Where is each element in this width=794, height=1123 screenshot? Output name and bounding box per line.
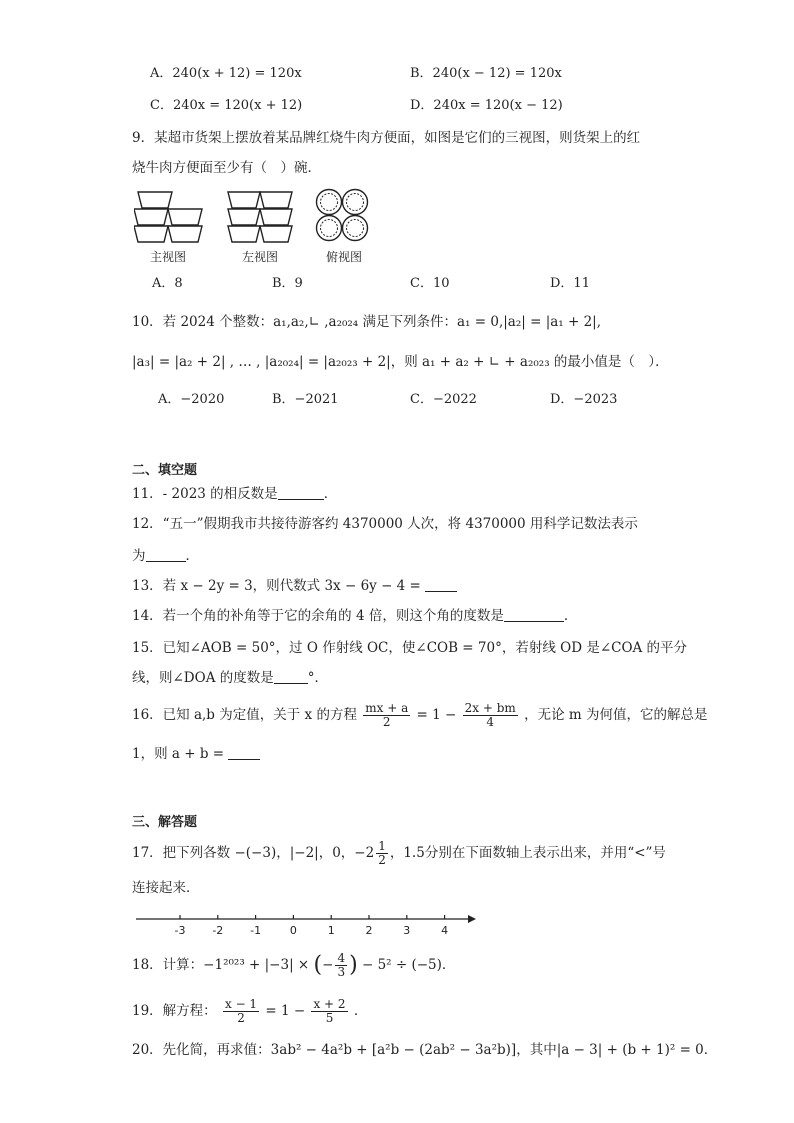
top-view-label: 俯视图 (326, 250, 363, 264)
q8-option-c[interactable]: C．240x = 120(x + 12) (150, 98, 303, 113)
q8-option-d[interactable]: D．240x = 120(x − 12) (410, 98, 563, 113)
q18-left-paren: ( (313, 952, 323, 978)
number-line-tick-label: -3 (174, 924, 186, 937)
q9-option-b[interactable]: B．9 (272, 276, 303, 291)
q20: 20．先化简，再求值：3ab² − 4a²b + [a²b − (2ab² − 3a²b)]，其中|a − 3| + (b + 1)² = 0． (132, 1042, 718, 1058)
q11: 11．- 2023 的相反数是 ． (132, 486, 338, 502)
q19-post: ． (353, 1003, 368, 1019)
q16-f2-den: 4 (486, 715, 495, 729)
number-line-tick-label: 1 (327, 924, 335, 937)
q9-option-d[interactable]: D．11 (550, 276, 590, 291)
q17-line1 (132, 840, 666, 867)
front-view-label: 主视图 (150, 250, 187, 264)
q19 (132, 998, 367, 1025)
q10-option-d[interactable]: D．−2023 (550, 392, 618, 407)
q12-answer-blank[interactable] (146, 547, 186, 562)
q9-text-line1: 9．某超市货架上摆放着某品牌红烧牛肉方便面，如图是它们的三视图，则货架上的红 (132, 130, 641, 146)
q8-option-a[interactable]: A．240(x + 12) = 120x (150, 66, 302, 81)
q10-text-line2: |a₃| = |a₂ + 2| , … , |a₂₀₂₄| = |a₂₀₂₃ + 2|，则 a₁ + a₂ + ∟ + a₂₀₂₃ 的最小值是（ ）． (132, 354, 669, 370)
q8-option-b[interactable]: B．240(x − 12) = 120x (410, 66, 562, 81)
q12-line2: 为 ． (132, 548, 199, 564)
q19-mid: = 1 − (265, 1003, 306, 1019)
left-view-label: 左视图 (242, 250, 279, 264)
q18-fraction (335, 952, 347, 979)
number-line-tick-label: 4 (441, 924, 449, 937)
q18 (132, 952, 455, 979)
q13 (132, 576, 457, 596)
number-line-tick-label: 0 (289, 924, 297, 937)
number-line-arrow (468, 915, 476, 923)
q16-f2-num: 2x + bm (464, 701, 516, 715)
number-line-tick-label: -2 (212, 924, 224, 937)
q13-answer-blank[interactable] (425, 577, 457, 592)
q14-answer-blank[interactable] (504, 607, 564, 622)
q17-f-num: 1 (378, 839, 386, 853)
q18-post: − 5² ÷ (−5)． (361, 957, 456, 973)
q11-text: 11．- 2023 的相反数是 (132, 486, 278, 502)
q18-minus: − (322, 957, 334, 973)
q18-f-den: 3 (337, 965, 346, 979)
q9-option-c[interactable]: C．10 (410, 276, 450, 291)
q19-fraction-1 (223, 998, 259, 1025)
q16-f1-den: 2 (382, 715, 391, 729)
q19-f2-num: x + 2 (313, 997, 346, 1011)
q10-option-c[interactable]: C．−2022 (410, 392, 477, 407)
q9-text-line2: 烧牛肉方便面至少有（ ）碗． (132, 160, 321, 176)
q15-text: 线，则∠DOA 的度数是 (132, 670, 274, 686)
q16-pre: 16．已知 a,b 为定值，关于 x 的方程 (132, 707, 357, 723)
q10-option-b[interactable]: B．−2021 (272, 392, 339, 407)
q16-answer-blank[interactable] (228, 745, 260, 760)
q14-text: 14．若一个角的补角等于它的余角的 4 倍，则这个角的度数是 (132, 608, 504, 624)
q18-f-num: 4 (337, 951, 346, 965)
q19-fraction-2 (311, 998, 347, 1025)
q19-f1-den: 2 (237, 1011, 245, 1025)
left-view-figure (226, 190, 298, 246)
q15-answer-blank[interactable] (274, 669, 308, 684)
q16-line2-text: 1，则 a + b = (132, 746, 225, 762)
q15-unit: °． (307, 670, 328, 686)
q19-f1-num: x − 1 (224, 997, 258, 1011)
top-view-figure (315, 188, 371, 244)
q15-line2 (132, 668, 328, 688)
q12-text: 为 (132, 548, 146, 564)
q17-line2: 连接起来． (132, 880, 200, 896)
q17-f-den: 2 (378, 853, 386, 867)
q13-text: 13．若 x − 2y = 3，则代数式 3x − 6y − 4 = (132, 578, 421, 594)
q16-line1 (132, 702, 707, 729)
q17-fraction (376, 840, 388, 867)
q17-pre: 17．把下列各数 −(−3)，|−2|，0，−2 (132, 845, 375, 861)
q16-f1-num: mx + a (365, 701, 409, 715)
q11-answer-blank[interactable] (278, 485, 324, 500)
q10-text-line1: 10．若 2024 个整数：a₁,a₂,∟ ,a₂₀₂₄ 满足下列条件：a₁ = 0,|a₂| = |a₁ + 2|, (132, 314, 602, 330)
q16-line2 (132, 744, 260, 764)
section-fill-in-heading: 二、填空题 (132, 463, 198, 478)
q18-right-paren: ) (349, 952, 358, 978)
q19-pre: 19．解方程： (132, 1003, 217, 1019)
q19-f2-den: 5 (325, 1011, 334, 1025)
q10-option-a[interactable]: A．−2020 (158, 392, 225, 407)
number-line-tick-label: -1 (250, 924, 262, 937)
front-view-figure (134, 190, 206, 246)
number-line (134, 910, 479, 940)
q16-mid: = 1 − (416, 707, 457, 723)
q16-fraction-2 (463, 702, 518, 729)
section-solve-heading: 三、解答题 (132, 815, 198, 830)
q12-line1: 12．“五一”假期我市共接待游客约 4370000 人次，将 4370000 用科学记数法表示 (132, 516, 638, 532)
number-line-tick-label: 3 (403, 924, 411, 937)
number-line-tick-label: 2 (365, 924, 373, 937)
q15-line1: 15．已知∠AOB = 50°，过 O 作射线 OC，使∠COB = 70°，若射线 OD 是∠COA 的平分 (132, 640, 688, 656)
q16-post: ，无论 m 为何值，它的解总是 (524, 707, 708, 723)
q18-pre: 18．计算：−1²⁰²³ + |−3| × (132, 957, 310, 973)
q16-fraction-1 (363, 702, 410, 729)
q9-option-a[interactable]: A．8 (152, 276, 183, 291)
q14: 14．若一个角的补角等于它的余角的 4 倍，则这个角的度数是 ． (132, 608, 578, 624)
q17-post: ，1.5分别在下面数轴上表示出来，并用“<”号 (389, 845, 666, 861)
